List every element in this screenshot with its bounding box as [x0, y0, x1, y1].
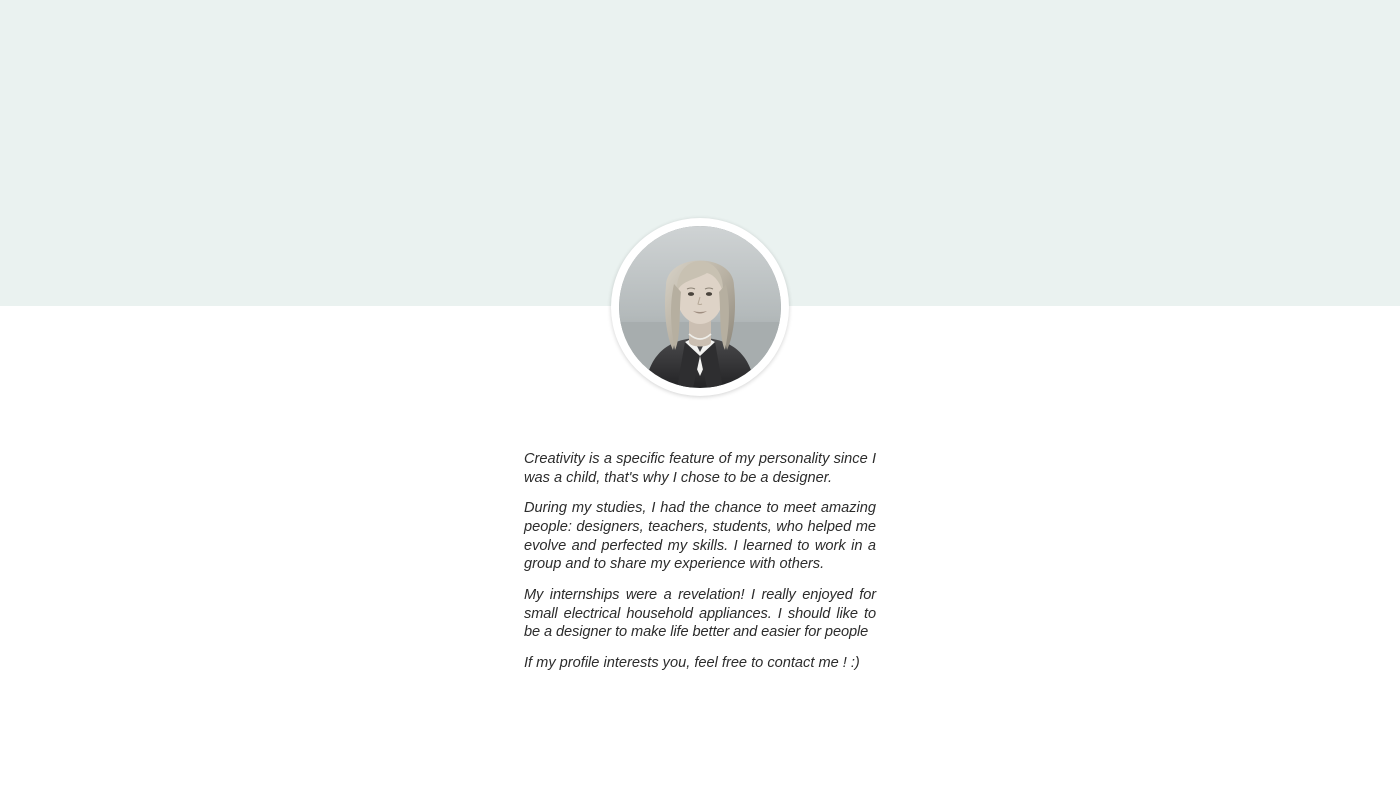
avatar — [611, 218, 789, 396]
bio-paragraph: During my studies, I had the chance to meet amazing people: designers, teachers, students, who helped me evolve and perfected my skills. I learned to work in a group and to share my experience with others. — [524, 500, 876, 573]
avatar-photo — [619, 226, 781, 388]
bio-paragraph: Creativity is a specific feature of my personality since I was a child, that's why I chose to be a designer. — [524, 451, 876, 486]
bio-paragraph: My internships were a revelation! I really enjoyed for small electrical household appliances. I should like to be a designer to make life better and easier for people — [524, 587, 876, 641]
bio-paragraph: If my profile interests you, feel free to contact me ! :) — [524, 655, 860, 672]
bio-text-block — [524, 450, 876, 673]
